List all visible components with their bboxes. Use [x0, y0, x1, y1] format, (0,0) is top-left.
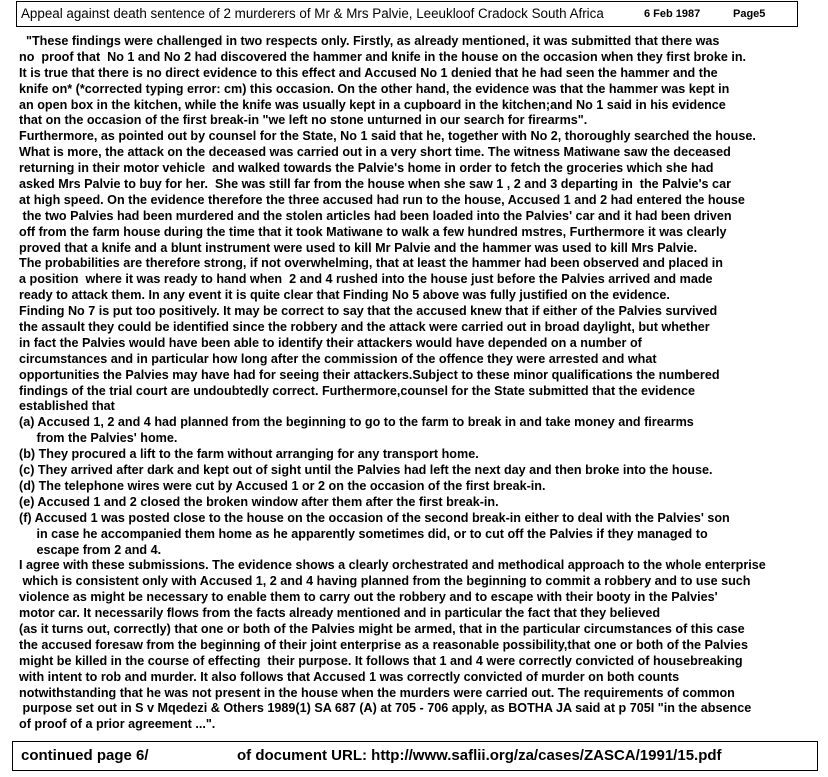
- text-line: with intent to rob and murder. It also follows that Accused 1 was correctly convicted of murder on both counts: [19, 669, 680, 684]
- text-line: of proof of a prior agreement ...".: [19, 717, 216, 732]
- document-header: [16, 1, 798, 27]
- text-line: proved that a knife and a blunt instrument were used to kill Mr Palvie and the hammer was used to kill Mrs Palvie.: [19, 240, 698, 255]
- text-line: (d) The telephone wires were cut by Accused 1 or 2 on the occasion of the first break-in.: [19, 478, 546, 493]
- text-line: ready to attack them. In any event it is quite clear that Finding No 5 above was fully justified on the evidence.: [19, 288, 670, 303]
- text-line: knife on* (*corrected typing error: cm) this occasion. On the other hand, the evidence was that the hammer was kept in: [19, 81, 730, 96]
- text-line: the assault they could be identified since the robbery and the attack were carried out in broad daylight, but whether: [19, 320, 710, 335]
- source-url: of document URL: http://www.saflii.org/za/cases/ZASCA/1991/15.pdf: [237, 747, 722, 764]
- text-line: from the Palvies' home.: [19, 431, 178, 446]
- text-line: (f) Accused 1 was posted close to the house on the occasion of the second break-in either to deal with the Palvies' son: [19, 510, 730, 525]
- text-line: established that: [19, 399, 115, 414]
- text-line: notwithstanding that he was not present in the house when the murders were carried out. The requirements of common: [19, 685, 735, 700]
- text-line: off from the farm house during the time that it took Matiwane to walk a few hundred mstres, Furthermore it was clearly: [19, 224, 727, 239]
- text-line: might be killed in the course of effecting their purpose. It follows that 1 and 4 were correctly convicted of housebreaking: [19, 653, 743, 668]
- text-line: purpose set out in S v Mqedezi & Others 1989(1) SA 687 (A) at 705 - 706 apply, as BOTHA JA said at p 705I "in the absence: [19, 701, 752, 716]
- text-line: circumstances and in particular how long after the commission of the offence they were arrested and what: [19, 351, 657, 366]
- text-line: Finding No 7 is put too positively. It may be correct to say that the accused knew that if either of the Palvies survived: [19, 304, 718, 319]
- text-line: asked Mrs Palvie to buy for her. She was still far from the house when she saw 1 , 2 and 3 departing in the Palvie's car: [19, 177, 731, 192]
- text-line: "These findings were challenged in two respects only. Firstly, as already mentioned, it was submitted that there was: [19, 34, 720, 48]
- text-line: (b) They procured a lift to the farm without arranging for any transport home.: [19, 447, 479, 462]
- document-title: Appeal against death sentence of 2 murderers of Mr & Mrs Palvie, Leeukloof Cradock South Africa: [21, 6, 604, 21]
- judgment-text: [19, 34, 824, 733]
- text-line: in fact the Palvies would have been able to identify their attackers would have depended on a number of: [19, 335, 642, 350]
- text-line: returning in their motor vehicle and walked towards the Palvie's home in order to fetch the groceries which she had: [19, 161, 714, 176]
- text-line: violence as might be necessary to enable them to carry out the robbery and to escape with their booty in the Palvies': [19, 590, 718, 605]
- text-line: the accused foresaw from the beginning of their joint enterprise as a reasonable possibility,that one or both of the Palvies: [19, 637, 748, 652]
- text-line: escape from 2 and 4.: [19, 542, 162, 557]
- page-number: Page5: [733, 8, 766, 20]
- text-line: It is true that there is no direct evidence to this effect and Accused No 1 denied that he had seen the hammer and the: [19, 65, 718, 80]
- text-line: (as it turns out, correctly) that one or both of the Palvies might be armed, that in the particular circumstances of this case: [19, 621, 745, 636]
- text-line: no proof that No 1 and No 2 had discovered the hammer and knife in the house on the occasion when they first broke in.: [19, 49, 747, 64]
- text-line: I agree with these submissions. The evidence shows a clearly orchestrated and methodical approach to the whole enterprise: [19, 558, 766, 573]
- text-line: The probabilities are therefore strong, if not overwhelming, that at least the hammer had been observed and placed in: [19, 256, 723, 271]
- text-line: (c) They arrived after dark and kept out of sight until the Palvies had left the next day and then broke into the house.: [19, 463, 713, 478]
- text-line: at high speed. On the evidence therefore the three accused had run to the house, Accused 1 and 2 had entered the house: [19, 192, 745, 207]
- text-line: in case he accompanied them home as he apparently sometimes did, or to cut off the Palvies if they managed to: [19, 526, 708, 541]
- text-line: an open box in the kitchen, while the knife was usually kept in a cupboard in the kitchen;and No 1 said in his evidence: [19, 97, 726, 112]
- text-line: findings of the trial court are undoubtedly correct. Furthermore,counsel for the State submitted that the evidence: [19, 383, 695, 398]
- text-line: the two Palvies had been murdered and the stolen articles had been loaded into the Palvies' car and it had been driven: [19, 208, 732, 223]
- text-line: opportunities the Palvies may have had for seeing their attackers.Subject to these minor qualifications the numbered: [19, 367, 720, 382]
- document-footer: [12, 741, 818, 771]
- continued-note: continued page 6/: [21, 747, 149, 764]
- text-line: which is consistent only with Accused 1, 2 and 4 having planned from the beginning to commit a robbery and to use such: [19, 574, 751, 589]
- text-line: a position where it was ready to hand when 2 and 4 rushed into the house just before the Palvies arrived and made: [19, 272, 713, 287]
- text-line: Furthermore, as pointed out by counsel for the State, No 1 said that he, together with No 2, thoroughly searched the house.: [19, 129, 756, 144]
- document-date: 6 Feb 1987: [644, 8, 701, 20]
- text-line: motor car. It necessarily flows from the facts already mentioned and in particular the fact that they believed: [19, 606, 661, 621]
- text-line: (a) Accused 1, 2 and 4 had planned from the beginning to go to the farm to break in and take money and firearms: [19, 415, 694, 430]
- text-line: that on the occasion of the first break-in "we left no stone unturned in our search for firearms".: [19, 113, 588, 128]
- text-line: What is more, the attack on the deceased was carried out in a very short time. The witness Matiwane saw the deceased: [19, 145, 731, 160]
- text-line: (e) Accused 1 and 2 closed the broken window after them after the first break-in.: [19, 494, 499, 509]
